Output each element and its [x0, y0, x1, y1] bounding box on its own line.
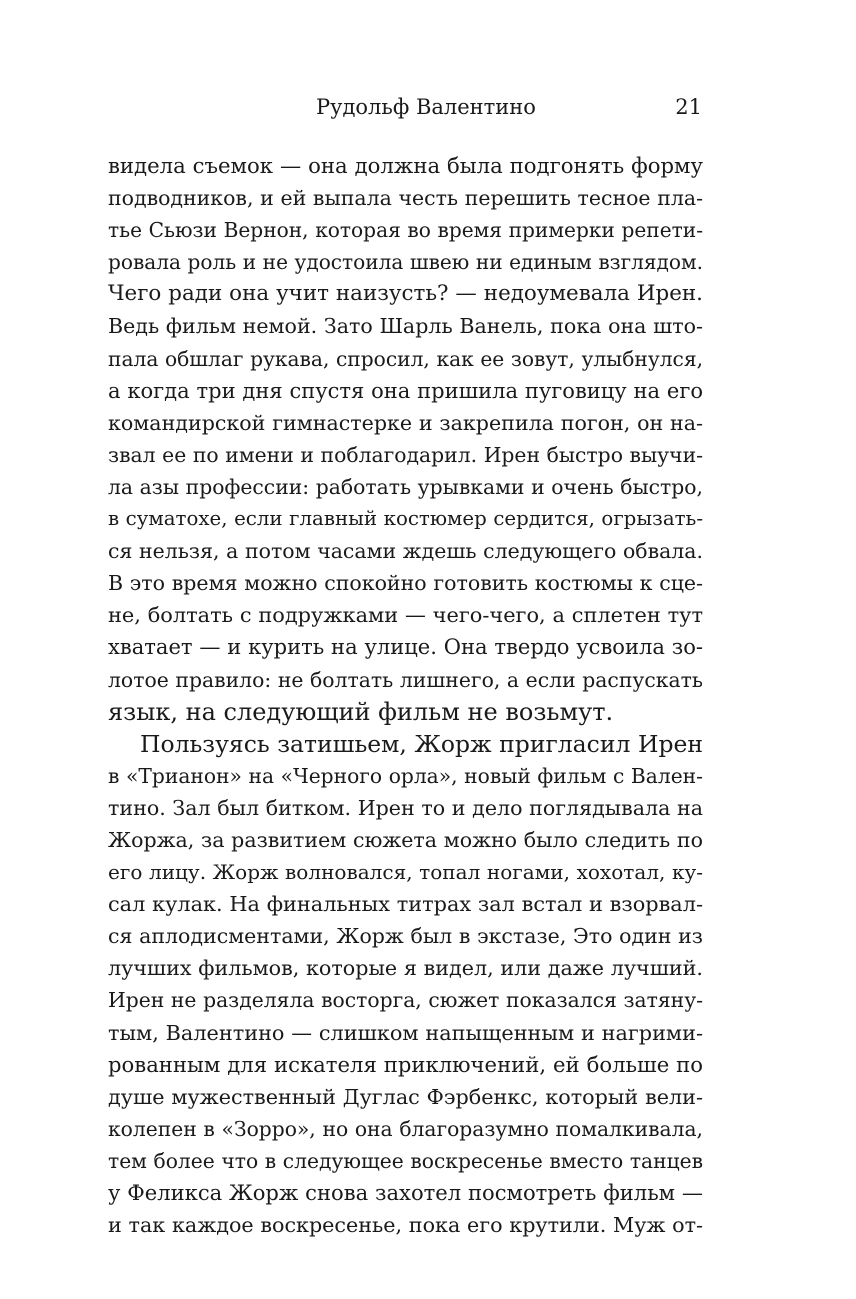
text-line: хватает — и курить на улице. Она твердо усвоила зо-	[108, 634, 703, 660]
text-line: ся нельзя, а потом часами ждешь следующего обвала.	[108, 539, 703, 564]
text-line: ся аплодисментами, Жорж был в экстазе, Это один из	[108, 924, 703, 949]
running-title: Рудольф Валентино	[316, 95, 536, 119]
text-line: язык, на следующий фильм не возьмут.	[108, 697, 614, 726]
text-line: подводников, и ей выпала честь перешить тесное пла-	[108, 186, 703, 211]
text-line: Чего ради она учит наизусть? — недоумевала Ирен.	[108, 281, 703, 307]
body-text	[108, 150, 703, 1241]
text-line: Ведь фильм немой. Зато Шарль Ванель, пока она што-	[108, 314, 703, 339]
text-line: тье Сьюзи Вернон, которая во время примерки репети-	[108, 218, 703, 243]
text-line: сал кулак. На финальных титрах зал встал и взорвал-	[108, 892, 703, 917]
text-line: душе мужественный Дуглас Фэрбенкс, который вели-	[108, 1084, 703, 1109]
text-line: не, болтать с подружками — чего-чего, а сплетен тут	[108, 603, 703, 628]
text-line: командирской гимнастерке и закрепила погон, он на-	[108, 410, 703, 435]
text-line: Жоржа, за развитием сюжета можно было следить по	[108, 827, 703, 852]
text-line: Ирен не разделяла восторга, сюжет показался затяну-	[108, 988, 703, 1013]
text-line: рованным для искателя приключений, ей больше по	[108, 1051, 703, 1077]
text-line: лучших фильмов, которые я видел, или даже лучший.	[108, 956, 703, 981]
text-line: тым, Валентино — слишком напыщенным и нагрими-	[108, 1020, 703, 1045]
text-line: ровала роль и не удостоила швею ни единым взглядом.	[108, 250, 703, 275]
text-line: колепен в «Зорро», но она благоразумно помалкивала,	[108, 1116, 703, 1141]
text-line: звал ее по имени и поблагодарил. Ирен быстро выучи-	[108, 442, 703, 467]
text-line: Пользуясь затишьем, Жорж пригласил Ирен	[140, 729, 703, 758]
text-line: ла азы профессии: работать урывками и очень быстро,	[108, 474, 703, 499]
text-line: в суматохе, если главный костюмер сердится, огрызать-	[108, 507, 703, 531]
page-number: 21	[675, 95, 702, 119]
text-line: и так каждое воскресенье, пока его крутили. Муж от-	[108, 1213, 703, 1238]
text-line: у Феликса Жорж снова захотел посмотреть фильм —	[108, 1180, 703, 1205]
text-line: пала обшлаг рукава, спросил, как ее зовут, улыбнулся,	[108, 346, 703, 371]
text-line: лотое правило: не болтать лишнего, а если распускать	[108, 667, 703, 692]
text-line: В это время можно спокойно готовить костюмы к сце-	[108, 571, 703, 596]
text-line: видела съемок — она должна была подгонять форму	[108, 153, 703, 178]
text-line: в «Трианон» на «Черного орла», новый фильм с Вален-	[108, 763, 703, 788]
running-head	[0, 91, 856, 123]
text-line: а когда три дня спустя она пришила пуговицу на его	[108, 377, 703, 403]
text-line: его лицу. Жорж волновался, топал ногами, хохотал, ку-	[108, 860, 703, 885]
text-line: тино. Зал был битком. Ирен то и дело поглядывала на	[108, 795, 703, 820]
text-line: тем более что в следующее воскресенье вместо танцев	[108, 1148, 703, 1173]
